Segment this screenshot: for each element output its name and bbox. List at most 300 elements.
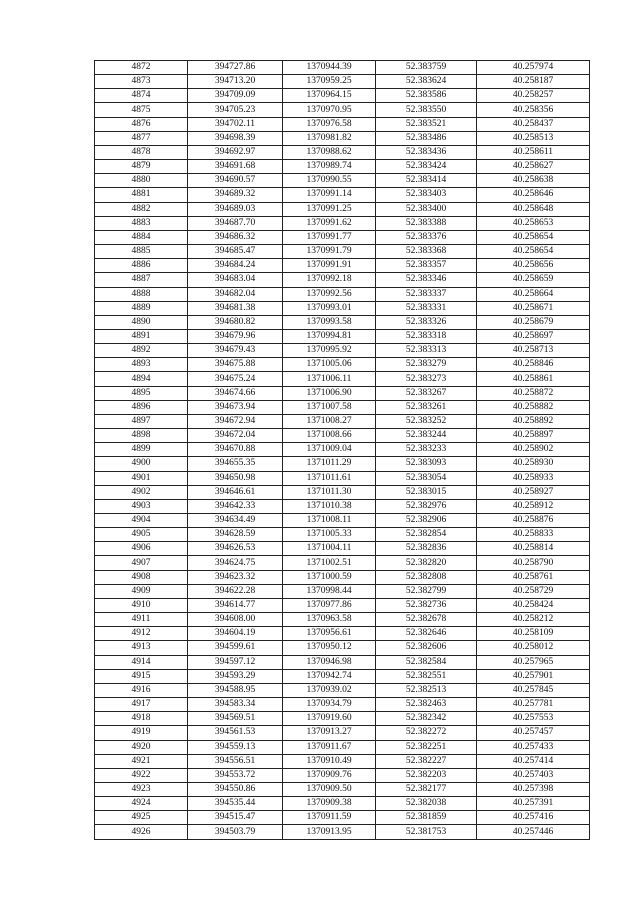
- y-coordinate-cell: 1371002.51: [283, 556, 376, 570]
- table-row: [95, 627, 590, 641]
- longitude-cell: 40.257553: [477, 712, 590, 726]
- point-number-cell: 4925: [95, 811, 188, 825]
- table-row: [95, 329, 590, 343]
- point-number-cell: 4906: [95, 542, 188, 556]
- y-coordinate-cell: 1370942.74: [283, 669, 376, 683]
- longitude-cell: 40.257398: [477, 782, 590, 796]
- y-coordinate-cell: 1371007.58: [283, 400, 376, 414]
- point-number-cell: 4898: [95, 429, 188, 443]
- table-row: [95, 315, 590, 329]
- point-number-cell: 4879: [95, 160, 188, 174]
- point-number-cell: 4914: [95, 655, 188, 669]
- x-coordinate-cell: 394691.68: [188, 160, 283, 174]
- x-coordinate-cell: 394682.04: [188, 287, 283, 301]
- latitude-cell: 52.382736: [376, 598, 477, 612]
- point-number-cell: 4918: [95, 712, 188, 726]
- point-number-cell: 4905: [95, 528, 188, 542]
- table-row: [95, 400, 590, 414]
- point-number-cell: 4921: [95, 754, 188, 768]
- x-coordinate-cell: 394670.88: [188, 443, 283, 457]
- x-coordinate-cell: 394689.32: [188, 188, 283, 202]
- table-row: [95, 698, 590, 712]
- latitude-cell: 52.382799: [376, 584, 477, 598]
- table-row: [95, 457, 590, 471]
- point-number-cell: 4913: [95, 641, 188, 655]
- x-coordinate-cell: 394553.72: [188, 768, 283, 782]
- point-number-cell: 4876: [95, 117, 188, 131]
- table-row: [95, 613, 590, 627]
- point-number-cell: 4877: [95, 131, 188, 145]
- y-coordinate-cell: 1370909.38: [283, 797, 376, 811]
- coordinates-table-body: [95, 61, 590, 840]
- table-row: [95, 655, 590, 669]
- longitude-cell: 40.257416: [477, 811, 590, 825]
- x-coordinate-cell: 394588.95: [188, 683, 283, 697]
- longitude-cell: 40.258872: [477, 386, 590, 400]
- latitude-cell: 52.383388: [376, 216, 477, 230]
- x-coordinate-cell: 394550.86: [188, 782, 283, 796]
- x-coordinate-cell: 394680.82: [188, 315, 283, 329]
- x-coordinate-cell: 394689.03: [188, 202, 283, 216]
- point-number-cell: 4897: [95, 414, 188, 428]
- x-coordinate-cell: 394608.00: [188, 613, 283, 627]
- y-coordinate-cell: 1370993.01: [283, 301, 376, 315]
- y-coordinate-cell: 1370956.61: [283, 627, 376, 641]
- longitude-cell: 40.258257: [477, 89, 590, 103]
- point-number-cell: 4911: [95, 613, 188, 627]
- latitude-cell: 52.382808: [376, 570, 477, 584]
- table-row: [95, 344, 590, 358]
- point-number-cell: 4883: [95, 216, 188, 230]
- point-number-cell: 4894: [95, 372, 188, 386]
- y-coordinate-cell: 1371000.59: [283, 570, 376, 584]
- latitude-cell: 52.383376: [376, 230, 477, 244]
- latitude-cell: 52.383400: [376, 202, 477, 216]
- longitude-cell: 40.257433: [477, 740, 590, 754]
- x-coordinate-cell: 394727.86: [188, 61, 283, 75]
- table-row: [95, 485, 590, 499]
- x-coordinate-cell: 394583.34: [188, 698, 283, 712]
- longitude-cell: 40.258659: [477, 273, 590, 287]
- y-coordinate-cell: 1370977.86: [283, 598, 376, 612]
- x-coordinate-cell: 394593.29: [188, 669, 283, 683]
- longitude-cell: 40.258761: [477, 570, 590, 584]
- y-coordinate-cell: 1370950.12: [283, 641, 376, 655]
- latitude-cell: 52.382342: [376, 712, 477, 726]
- y-coordinate-cell: 1370964.15: [283, 89, 376, 103]
- longitude-cell: 40.258654: [477, 230, 590, 244]
- longitude-cell: 40.258927: [477, 485, 590, 499]
- longitude-cell: 40.258861: [477, 372, 590, 386]
- y-coordinate-cell: 1370913.95: [283, 825, 376, 839]
- y-coordinate-cell: 1370909.50: [283, 782, 376, 796]
- latitude-cell: 52.382513: [376, 683, 477, 697]
- y-coordinate-cell: 1370944.39: [283, 61, 376, 75]
- x-coordinate-cell: 394709.09: [188, 89, 283, 103]
- point-number-cell: 4893: [95, 358, 188, 372]
- table-row: [95, 287, 590, 301]
- x-coordinate-cell: 394624.75: [188, 556, 283, 570]
- longitude-cell: 40.257901: [477, 669, 590, 683]
- longitude-cell: 40.257974: [477, 61, 590, 75]
- longitude-cell: 40.258697: [477, 329, 590, 343]
- y-coordinate-cell: 1370910.49: [283, 754, 376, 768]
- longitude-cell: 40.258664: [477, 287, 590, 301]
- table-row: [95, 471, 590, 485]
- table-row: [95, 825, 590, 839]
- latitude-cell: 52.383267: [376, 386, 477, 400]
- point-number-cell: 4880: [95, 174, 188, 188]
- longitude-cell: 40.258892: [477, 414, 590, 428]
- point-number-cell: 4907: [95, 556, 188, 570]
- longitude-cell: 40.257403: [477, 768, 590, 782]
- x-coordinate-cell: 394561.53: [188, 726, 283, 740]
- longitude-cell: 40.258933: [477, 471, 590, 485]
- longitude-cell: 40.258646: [477, 188, 590, 202]
- x-coordinate-cell: 394626.53: [188, 542, 283, 556]
- longitude-cell: 40.257965: [477, 655, 590, 669]
- table-row: [95, 202, 590, 216]
- table-row: [95, 570, 590, 584]
- table-row: [95, 443, 590, 457]
- table-row: [95, 782, 590, 796]
- x-coordinate-cell: 394535.44: [188, 797, 283, 811]
- latitude-cell: 52.383486: [376, 131, 477, 145]
- latitude-cell: 52.382038: [376, 797, 477, 811]
- latitude-cell: 52.383624: [376, 75, 477, 89]
- point-number-cell: 4878: [95, 145, 188, 159]
- x-coordinate-cell: 394679.96: [188, 329, 283, 343]
- point-number-cell: 4891: [95, 329, 188, 343]
- point-number-cell: 4910: [95, 598, 188, 612]
- x-coordinate-cell: 394713.20: [188, 75, 283, 89]
- y-coordinate-cell: 1371008.11: [283, 514, 376, 528]
- table-row: [95, 230, 590, 244]
- point-number-cell: 4890: [95, 315, 188, 329]
- latitude-cell: 52.382906: [376, 514, 477, 528]
- point-number-cell: 4912: [95, 627, 188, 641]
- longitude-cell: 40.258679: [477, 315, 590, 329]
- table-row: [95, 245, 590, 259]
- point-number-cell: 4895: [95, 386, 188, 400]
- table-row: [95, 145, 590, 159]
- y-coordinate-cell: 1370991.79: [283, 245, 376, 259]
- x-coordinate-cell: 394683.04: [188, 273, 283, 287]
- point-number-cell: 4888: [95, 287, 188, 301]
- table-row: [95, 669, 590, 683]
- point-number-cell: 4882: [95, 202, 188, 216]
- table-row: [95, 641, 590, 655]
- longitude-cell: 40.258930: [477, 457, 590, 471]
- latitude-cell: 52.382606: [376, 641, 477, 655]
- longitude-cell: 40.258790: [477, 556, 590, 570]
- point-number-cell: 4903: [95, 499, 188, 513]
- x-coordinate-cell: 394556.51: [188, 754, 283, 768]
- latitude-cell: 52.382976: [376, 499, 477, 513]
- point-number-cell: 4875: [95, 103, 188, 117]
- y-coordinate-cell: 1370991.25: [283, 202, 376, 216]
- y-coordinate-cell: 1371009.04: [283, 443, 376, 457]
- table-row: [95, 514, 590, 528]
- y-coordinate-cell: 1370992.18: [283, 273, 376, 287]
- point-number-cell: 4889: [95, 301, 188, 315]
- table-row: [95, 726, 590, 740]
- table-row: [95, 372, 590, 386]
- longitude-cell: 40.258187: [477, 75, 590, 89]
- latitude-cell: 52.383436: [376, 145, 477, 159]
- y-coordinate-cell: 1371010.38: [283, 499, 376, 513]
- latitude-cell: 52.382646: [376, 627, 477, 641]
- latitude-cell: 52.383357: [376, 259, 477, 273]
- x-coordinate-cell: 394681.38: [188, 301, 283, 315]
- y-coordinate-cell: 1371006.90: [283, 386, 376, 400]
- longitude-cell: 40.257446: [477, 825, 590, 839]
- point-number-cell: 4923: [95, 782, 188, 796]
- latitude-cell: 52.383414: [376, 174, 477, 188]
- y-coordinate-cell: 1370992.56: [283, 287, 376, 301]
- longitude-cell: 40.258876: [477, 514, 590, 528]
- point-number-cell: 4885: [95, 245, 188, 259]
- table-row: [95, 131, 590, 145]
- latitude-cell: 52.383368: [376, 245, 477, 259]
- x-coordinate-cell: 394698.39: [188, 131, 283, 145]
- table-row: [95, 216, 590, 230]
- point-number-cell: 4922: [95, 768, 188, 782]
- x-coordinate-cell: 394622.28: [188, 584, 283, 598]
- x-coordinate-cell: 394646.61: [188, 485, 283, 499]
- point-number-cell: 4892: [95, 344, 188, 358]
- latitude-cell: 52.383326: [376, 315, 477, 329]
- x-coordinate-cell: 394515.47: [188, 811, 283, 825]
- longitude-cell: 40.257391: [477, 797, 590, 811]
- latitude-cell: 52.383403: [376, 188, 477, 202]
- table-row: [95, 797, 590, 811]
- y-coordinate-cell: 1371011.61: [283, 471, 376, 485]
- latitude-cell: 52.383233: [376, 443, 477, 457]
- longitude-cell: 40.258912: [477, 499, 590, 513]
- point-number-cell: 4924: [95, 797, 188, 811]
- table-row: [95, 499, 590, 513]
- y-coordinate-cell: 1370994.81: [283, 329, 376, 343]
- latitude-cell: 52.381859: [376, 811, 477, 825]
- y-coordinate-cell: 1370946.98: [283, 655, 376, 669]
- y-coordinate-cell: 1370909.76: [283, 768, 376, 782]
- longitude-cell: 40.258902: [477, 443, 590, 457]
- x-coordinate-cell: 394675.88: [188, 358, 283, 372]
- latitude-cell: 52.382203: [376, 768, 477, 782]
- latitude-cell: 52.382272: [376, 726, 477, 740]
- longitude-cell: 40.258212: [477, 613, 590, 627]
- point-number-cell: 4873: [95, 75, 188, 89]
- longitude-cell: 40.257845: [477, 683, 590, 697]
- latitude-cell: 52.382854: [376, 528, 477, 542]
- latitude-cell: 52.383586: [376, 89, 477, 103]
- x-coordinate-cell: 394623.32: [188, 570, 283, 584]
- table-row: [95, 301, 590, 315]
- point-number-cell: 4887: [95, 273, 188, 287]
- table-row: [95, 556, 590, 570]
- x-coordinate-cell: 394675.24: [188, 372, 283, 386]
- longitude-cell: 40.258653: [477, 216, 590, 230]
- table-row: [95, 386, 590, 400]
- table-row: [95, 188, 590, 202]
- table-row: [95, 811, 590, 825]
- latitude-cell: 52.383273: [376, 372, 477, 386]
- longitude-cell: 40.258897: [477, 429, 590, 443]
- latitude-cell: 52.383054: [376, 471, 477, 485]
- y-coordinate-cell: 1371011.29: [283, 457, 376, 471]
- table-row: [95, 712, 590, 726]
- y-coordinate-cell: 1370988.62: [283, 145, 376, 159]
- latitude-cell: 52.383550: [376, 103, 477, 117]
- point-number-cell: 4874: [95, 89, 188, 103]
- table-row: [95, 89, 590, 103]
- latitude-cell: 52.383015: [376, 485, 477, 499]
- latitude-cell: 52.381753: [376, 825, 477, 839]
- latitude-cell: 52.382584: [376, 655, 477, 669]
- x-coordinate-cell: 394503.79: [188, 825, 283, 839]
- x-coordinate-cell: 394599.61: [188, 641, 283, 655]
- x-coordinate-cell: 394650.98: [188, 471, 283, 485]
- y-coordinate-cell: 1370991.77: [283, 230, 376, 244]
- y-coordinate-cell: 1370939.02: [283, 683, 376, 697]
- y-coordinate-cell: 1371004.11: [283, 542, 376, 556]
- x-coordinate-cell: 394559.13: [188, 740, 283, 754]
- x-coordinate-cell: 394692.97: [188, 145, 283, 159]
- x-coordinate-cell: 394673.94: [188, 400, 283, 414]
- longitude-cell: 40.258814: [477, 542, 590, 556]
- latitude-cell: 52.383261: [376, 400, 477, 414]
- x-coordinate-cell: 394655.35: [188, 457, 283, 471]
- x-coordinate-cell: 394597.12: [188, 655, 283, 669]
- table-row: [95, 273, 590, 287]
- x-coordinate-cell: 394569.51: [188, 712, 283, 726]
- longitude-cell: 40.258424: [477, 598, 590, 612]
- latitude-cell: 52.382251: [376, 740, 477, 754]
- longitude-cell: 40.257457: [477, 726, 590, 740]
- point-number-cell: 4908: [95, 570, 188, 584]
- y-coordinate-cell: 1370963.58: [283, 613, 376, 627]
- y-coordinate-cell: 1370919.60: [283, 712, 376, 726]
- point-number-cell: 4881: [95, 188, 188, 202]
- latitude-cell: 52.383318: [376, 329, 477, 343]
- latitude-cell: 52.382227: [376, 754, 477, 768]
- y-coordinate-cell: 1370911.59: [283, 811, 376, 825]
- latitude-cell: 52.382678: [376, 613, 477, 627]
- y-coordinate-cell: 1370959.25: [283, 75, 376, 89]
- y-coordinate-cell: 1370991.91: [283, 259, 376, 273]
- point-number-cell: 4899: [95, 443, 188, 457]
- table-row: [95, 160, 590, 174]
- x-coordinate-cell: 394690.57: [188, 174, 283, 188]
- longitude-cell: 40.258656: [477, 259, 590, 273]
- x-coordinate-cell: 394642.33: [188, 499, 283, 513]
- table-row: [95, 754, 590, 768]
- x-coordinate-cell: 394634.49: [188, 514, 283, 528]
- x-coordinate-cell: 394687.70: [188, 216, 283, 230]
- x-coordinate-cell: 394672.94: [188, 414, 283, 428]
- table-row: [95, 414, 590, 428]
- longitude-cell: 40.258846: [477, 358, 590, 372]
- latitude-cell: 52.383521: [376, 117, 477, 131]
- x-coordinate-cell: 394679.43: [188, 344, 283, 358]
- y-coordinate-cell: 1370911.67: [283, 740, 376, 754]
- table-row: [95, 683, 590, 697]
- point-number-cell: 4902: [95, 485, 188, 499]
- table-row: [95, 117, 590, 131]
- longitude-cell: 40.258356: [477, 103, 590, 117]
- table-row: [95, 598, 590, 612]
- y-coordinate-cell: 1371005.33: [283, 528, 376, 542]
- longitude-cell: 40.258713: [477, 344, 590, 358]
- longitude-cell: 40.258833: [477, 528, 590, 542]
- latitude-cell: 52.383279: [376, 358, 477, 372]
- table-row: [95, 174, 590, 188]
- point-number-cell: 4909: [95, 584, 188, 598]
- latitude-cell: 52.383331: [376, 301, 477, 315]
- coordinates-table: [94, 60, 590, 840]
- point-number-cell: 4872: [95, 61, 188, 75]
- point-number-cell: 4886: [95, 259, 188, 273]
- longitude-cell: 40.258611: [477, 145, 590, 159]
- x-coordinate-cell: 394684.24: [188, 259, 283, 273]
- x-coordinate-cell: 394705.23: [188, 103, 283, 117]
- y-coordinate-cell: 1370934.79: [283, 698, 376, 712]
- y-coordinate-cell: 1370976.58: [283, 117, 376, 131]
- table-row: [95, 768, 590, 782]
- y-coordinate-cell: 1370970.95: [283, 103, 376, 117]
- longitude-cell: 40.258109: [477, 627, 590, 641]
- y-coordinate-cell: 1370991.62: [283, 216, 376, 230]
- latitude-cell: 52.382463: [376, 698, 477, 712]
- x-coordinate-cell: 394686.32: [188, 230, 283, 244]
- latitude-cell: 52.383759: [376, 61, 477, 75]
- y-coordinate-cell: 1371005.06: [283, 358, 376, 372]
- point-number-cell: 4919: [95, 726, 188, 740]
- longitude-cell: 40.258513: [477, 131, 590, 145]
- y-coordinate-cell: 1370998.44: [283, 584, 376, 598]
- x-coordinate-cell: 394604.19: [188, 627, 283, 641]
- y-coordinate-cell: 1370981.82: [283, 131, 376, 145]
- y-coordinate-cell: 1370913.27: [283, 726, 376, 740]
- point-number-cell: 4904: [95, 514, 188, 528]
- table-row: [95, 103, 590, 117]
- point-number-cell: 4917: [95, 698, 188, 712]
- y-coordinate-cell: 1371006.11: [283, 372, 376, 386]
- point-number-cell: 4915: [95, 669, 188, 683]
- table-row: [95, 528, 590, 542]
- longitude-cell: 40.258627: [477, 160, 590, 174]
- longitude-cell: 40.258012: [477, 641, 590, 655]
- longitude-cell: 40.257781: [477, 698, 590, 712]
- longitude-cell: 40.258648: [477, 202, 590, 216]
- longitude-cell: 40.258882: [477, 400, 590, 414]
- table-row: [95, 75, 590, 89]
- x-coordinate-cell: 394702.11: [188, 117, 283, 131]
- x-coordinate-cell: 394628.59: [188, 528, 283, 542]
- table-row: [95, 259, 590, 273]
- latitude-cell: 52.383313: [376, 344, 477, 358]
- y-coordinate-cell: 1370995.92: [283, 344, 376, 358]
- table-row: [95, 358, 590, 372]
- point-number-cell: 4926: [95, 825, 188, 839]
- latitude-cell: 52.383093: [376, 457, 477, 471]
- latitude-cell: 52.383252: [376, 414, 477, 428]
- latitude-cell: 52.382177: [376, 782, 477, 796]
- y-coordinate-cell: 1371008.27: [283, 414, 376, 428]
- latitude-cell: 52.383346: [376, 273, 477, 287]
- longitude-cell: 40.258671: [477, 301, 590, 315]
